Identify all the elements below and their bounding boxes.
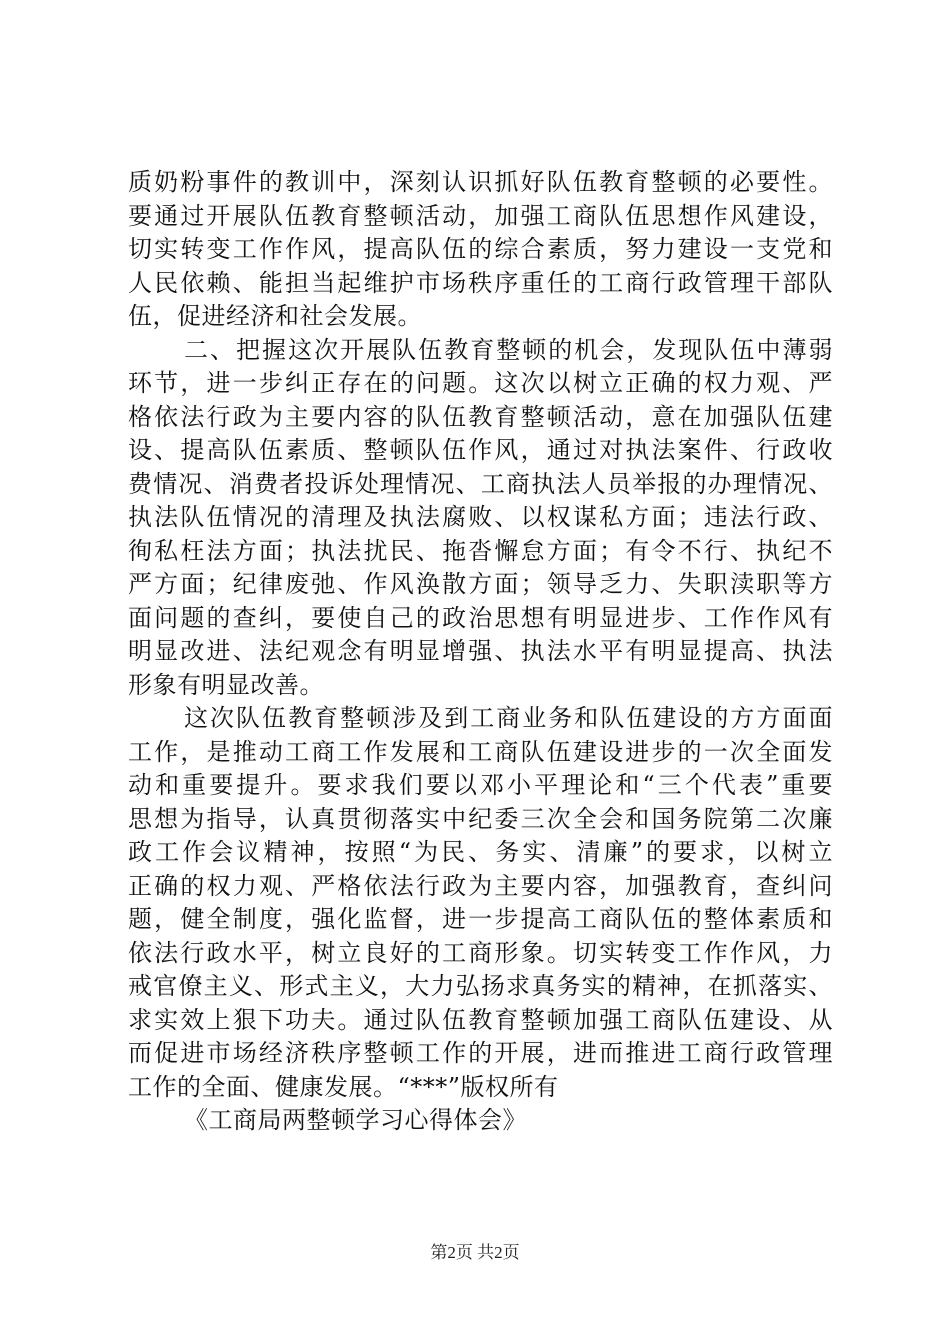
document-body <box>128 166 833 1138</box>
text-line: 而促进市场经济秩序整顿工作的开展，进而推进工商行政管理 <box>128 1039 833 1067</box>
text-line: 动和重要提升。要求我们要以邓小平理论和“三个代表”重要 <box>128 771 833 799</box>
text-line: 切实转变工作作风，提高队伍的综合素质，努力建设一支党和 <box>128 235 833 263</box>
text-line: 政工作会议精神，按照“为民、务实、清廉”的要求，以树立 <box>128 838 833 866</box>
text-line: 戒官僚主义、形式主义，大力弘扬求真务实的精神，在抓落实、 <box>128 972 833 1000</box>
text-line: 思想为指导，认真贯彻落实中纪委三次全会和国务院第二次廉 <box>128 804 833 833</box>
text-line: 求实效上狠下功夫。通过队伍教育整顿加强工商队伍建设、从 <box>128 1005 833 1034</box>
text-line: 面问题的查纠，要使自己的政治思想有明显进步、工作作风有 <box>128 603 833 632</box>
text-line: 二、把握这次开展队伍教育整顿的机会，发现队伍中薄弱 <box>184 335 833 364</box>
text-line: 工作，是推动工商工作发展和工商队伍建设进步的一次全面发 <box>128 737 833 766</box>
text-line: 设、提高队伍素质、整顿队伍作风，通过对执法案件、行政收 <box>128 436 833 464</box>
text-line: 依法行政水平，树立良好的工商形象。切实转变工作作风，力 <box>128 938 833 967</box>
text-line: 环节，进一步纠正存在的问题。这次以树立正确的权力观、严 <box>128 369 833 397</box>
text-line: 这次队伍教育整顿涉及到工商业务和队伍建设的方方面面 <box>184 704 833 732</box>
text-line: 执法队伍情况的清理及执法腐败、以权谋私方面；违法行政、 <box>128 503 833 531</box>
text-line: 严方面；纪律废弛、作风涣散方面；领导乏力、失职渎职等方 <box>128 570 833 598</box>
text-line: 工作的全面、健康发展。“***”版权所有 <box>128 1072 559 1101</box>
text-line: 费情况、消费者投诉处理情况、工商执法人员举报的办理情况、 <box>128 469 833 498</box>
text-line: 伍，促进经济和社会发展。 <box>128 302 422 330</box>
text-line: 正确的权力观、严格依法行政为主要内容，加强教育，查纠问 <box>128 871 833 900</box>
text-line: 形象有明显改善。 <box>128 670 324 699</box>
text-line: 质奶粉事件的教训中，深刻认识抓好队伍教育整顿的必要性。 <box>128 168 833 196</box>
text-line: 徇私枉法方面；执法扰民、拖沓懈怠方面；有令不行、执纪不 <box>128 536 833 565</box>
text-line: 《工商局两整顿学习心得体会》 <box>184 1106 527 1134</box>
text-line: 要通过开展队伍教育整顿活动，加强工商队伍思想作风建设， <box>128 201 833 230</box>
page-footer: 第2页 共2页 <box>430 1243 520 1262</box>
text-line: 题，健全制度，强化监督，进一步提高工商队伍的整体素质和 <box>128 905 833 933</box>
text-line: 格依法行政为主要内容的队伍教育整顿活动，意在加强队伍建 <box>128 402 833 431</box>
text-line: 明显改进、法纪观念有明显增强、执法水平有明显提高、执法 <box>128 637 833 665</box>
text-line: 人民依赖、能担当起维护市场秩序重任的工商行政管理干部队 <box>128 268 833 297</box>
